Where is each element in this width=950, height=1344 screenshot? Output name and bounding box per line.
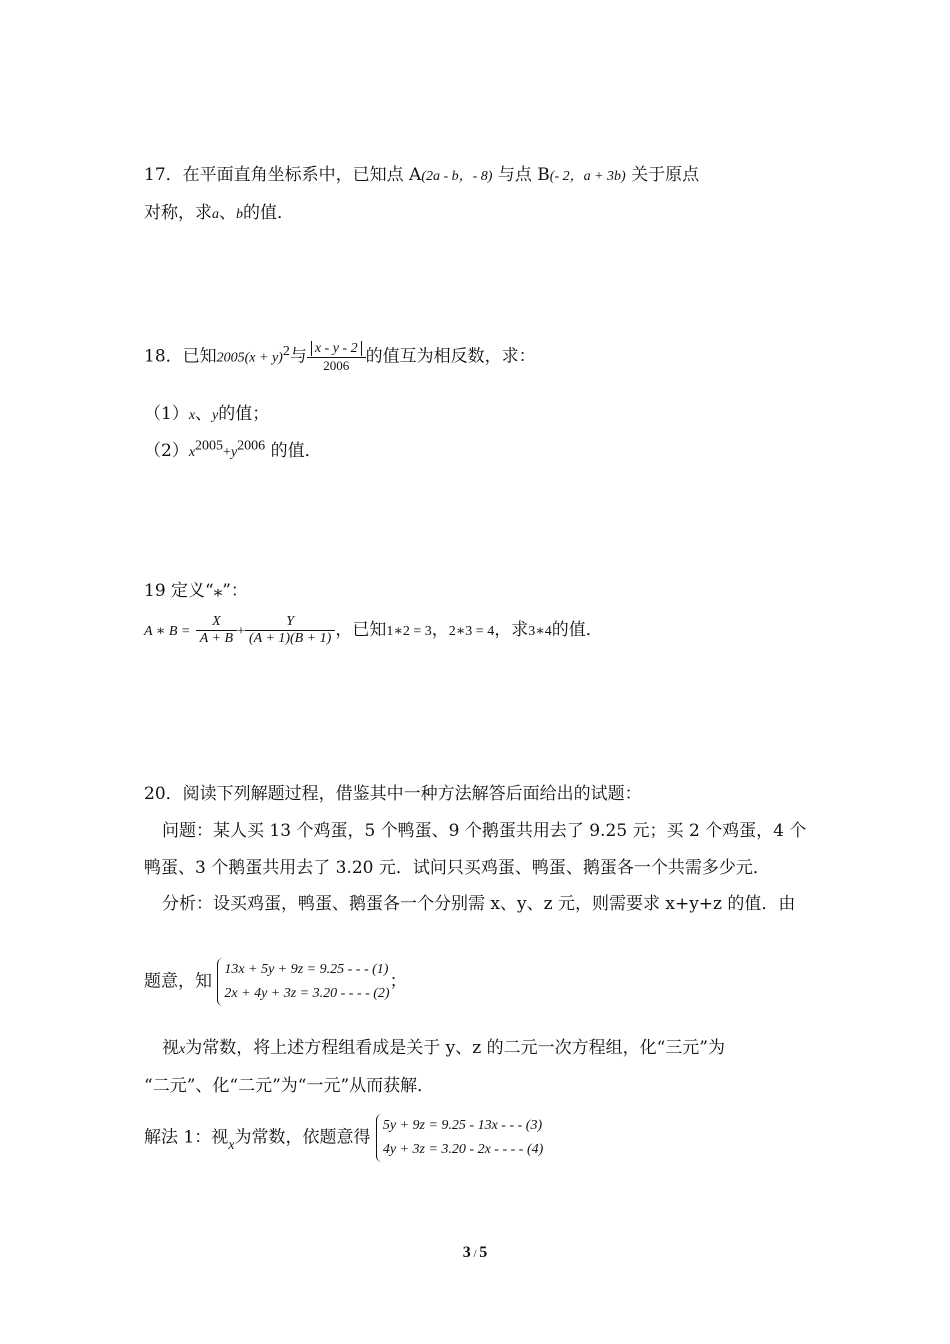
q17-text2: 对称，求 [144, 203, 212, 223]
equation-1: 13x + 5y + 9z = 9.25 - - - (1) [224, 962, 389, 977]
q17-text: 17．在平面直角坐标系中，已知点 A [144, 165, 422, 185]
q20-meaning-text: 题意，知 [144, 971, 212, 992]
equation-2: 2x + 4y + 3z = 3.20 - - - - (2) [224, 986, 390, 1001]
point-a-coords: (2a - b，- 8) [421, 169, 493, 184]
q18-conj: 与 [289, 346, 307, 367]
var-x: x [188, 445, 196, 460]
q17-line1 [144, 160, 699, 185]
point-b-coords: (- 2，a + 3b) [549, 169, 626, 184]
equation-4: 4y + 3z = 3.20 - 2x - - - - (4) [382, 1142, 544, 1157]
q20-intro: 20．阅读下列解题过程，借鉴其中一种方法解答后面给出的试题： [144, 784, 642, 804]
q19-text2: ，求 [494, 620, 529, 640]
q19-f2-num: Y [245, 614, 335, 631]
page-number [0, 1244, 950, 1262]
q19-fraction-2 [245, 614, 335, 647]
q19-f1-num: X [196, 614, 237, 631]
q18-frac-den: 2006 [323, 358, 350, 373]
page-total: 5 [479, 1244, 488, 1261]
var-x: x [179, 1042, 186, 1057]
var-b: b [236, 207, 243, 222]
var-x: x [188, 408, 196, 423]
q18-expr: 2005(x + y) [216, 350, 283, 366]
var-a: a [212, 207, 219, 222]
q18-text-post: 的值互为相反数，求： [365, 346, 536, 367]
q20-problem-line2: 鸭蛋、3 个鹅蛋共用去了 3.20 元．试问只买鸡蛋、鸭蛋、鹅蛋各一个共需多少元． [144, 858, 770, 878]
q19-target: 3∗4 [528, 624, 552, 639]
exp-2006: 2006 [237, 438, 266, 454]
q17-text-mid: 与点 B [497, 165, 550, 185]
q18-line1 [144, 340, 536, 374]
separator: ， [431, 620, 449, 640]
q19-given-2: 2∗3 = 4 [448, 624, 495, 639]
q19-lhs: A ∗ B = [144, 624, 191, 639]
q18-part1-label: （1） [144, 404, 189, 424]
separator: 、 [219, 203, 236, 223]
q20-view-line2: “二元”、化“二元”为“一元”从而获解． [144, 1076, 435, 1096]
q17-line2 [144, 198, 294, 223]
q20-view-text-post: 为常数，将上述方程组看成是关于 y、z 的二元一次方程组，化“三元”为 [185, 1038, 725, 1058]
var-y: y [212, 408, 219, 423]
q19-f2-den: (A + 1)(B + 1) [248, 631, 332, 646]
equation-system-1 [217, 958, 389, 1006]
q18-part1 [144, 399, 269, 424]
q19-f1-den: A + B [199, 631, 234, 646]
q17-text-post: 关于原点 [631, 165, 700, 185]
q17-text2-post: 的值． [243, 203, 294, 223]
equation-system-2 [376, 1114, 543, 1162]
q19-text: ，已知 [335, 620, 387, 640]
page-current: 3 [462, 1244, 471, 1261]
q19-formula-line [144, 614, 603, 647]
q20-view-line1 [162, 1033, 725, 1058]
q20-solution-1 [144, 1114, 543, 1162]
q18-exp: 2 [282, 343, 290, 359]
q18-part2-text: 的值． [270, 441, 322, 461]
q20-solution-text: 为常数，依题意得 [234, 1127, 371, 1148]
q18-fraction [307, 340, 366, 374]
q20-analysis: 分析：设买鸡蛋，鸭蛋、鹅蛋各一个分别需 x、y、z 元，则需要求 x+y+z 的值．由 [162, 894, 796, 914]
page-separator: / [470, 1248, 480, 1260]
q20-solution-label: 解法 1：视 [144, 1127, 229, 1148]
q19-fraction-1 [196, 614, 237, 647]
q19-text3: 的值． [551, 620, 603, 640]
q18-part2-label: （2） [144, 441, 189, 461]
q20-problem-line1: 问题：某人买 13 个鸡蛋，5 个鸭蛋、9 个鹅蛋共用去了 9.25 元；买 2 个鸡蛋，4 个 [162, 821, 807, 841]
q18-text: 18．已知 [144, 346, 217, 367]
equation-3: 5y + 9z = 9.25 - 13x - - - (3) [382, 1118, 543, 1133]
q20-system-1 [144, 958, 407, 1006]
var-y: y [230, 445, 238, 460]
exp-2005: 2005 [195, 438, 224, 454]
q18-part1-text: 的值； [218, 404, 270, 424]
var-x: x [228, 1137, 235, 1153]
q19-given-1: 1∗2 = 3 [386, 624, 432, 639]
q18-part2 [144, 436, 322, 461]
plus-sign: + [237, 624, 245, 639]
q20-meaning-post: ； [389, 971, 407, 992]
separator: 、 [195, 404, 213, 424]
q20-view-text: 视 [162, 1038, 179, 1058]
q18-frac-num: x - y - 2 [311, 341, 362, 356]
plus-sign: + [223, 445, 231, 460]
q19-title: 19 定义“⁎”： [144, 581, 248, 601]
